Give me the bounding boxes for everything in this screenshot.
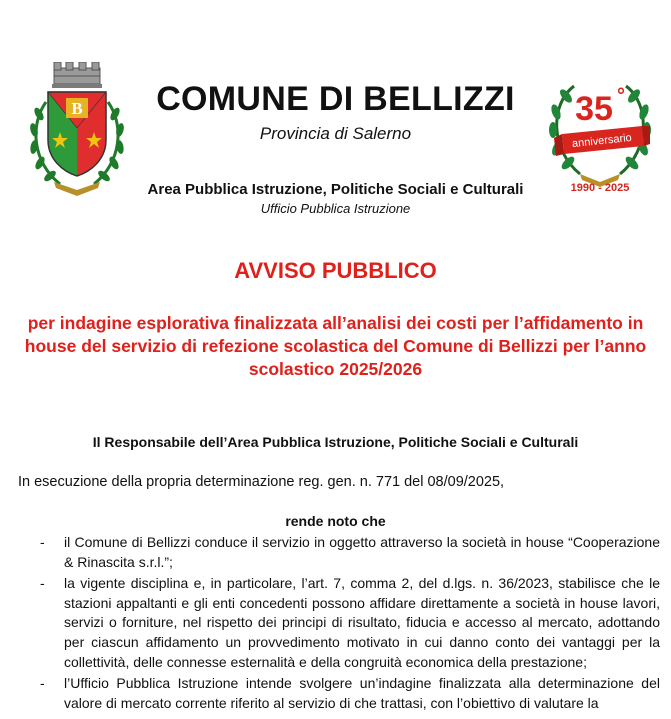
- anniversary-years: 1990 - 2025: [570, 182, 630, 194]
- list-item: [40, 574, 660, 672]
- department-name: Area Pubblica Istruzione, Politiche Sociali e Culturali: [147, 181, 524, 198]
- list-item-text: il Comune di Bellizzi conduce il servizio in oggetto attraverso la società in house “Cooperazione & Rinascita s.r.l.”;: [64, 534, 660, 570]
- list-item-text: l’Ufficio Pubblica Istruzione intende svolgere un’indagine finalizzata alla determinazione del valore di mercato corrente riferito al servizio di che trattasi, con l’obiettivo di valutare la: [64, 675, 660, 711]
- premises-list: [40, 533, 660, 715]
- anniversary-degree: °: [617, 85, 625, 107]
- office-name: Ufficio Pubblica Istruzione: [260, 201, 411, 216]
- makes-known-heading: rende noto che: [285, 513, 386, 529]
- crest-letter: B: [71, 99, 83, 118]
- list-item: [40, 674, 660, 713]
- anniversary-laurel-icon: [544, 70, 656, 198]
- notice-title: AVVISO PUBBLICO: [234, 258, 437, 283]
- notice-subject: per indagine esplorativa finalizzata all’analisi dei costi per l’affidamento in house del servizio di refezione scolastica del Comune di Bellizzi per l’anno scolastico 2025/2026: [24, 313, 647, 379]
- city-title: COMUNE DI BELLIZZI: [156, 80, 515, 118]
- list-dash: -: [40, 675, 45, 692]
- responsible-heading: Il Responsabile dell’Area Pubblica Istruzione, Politiche Sociali e Culturali: [92, 434, 579, 450]
- anniversary-number: 35: [575, 90, 613, 128]
- list-dash: -: [40, 534, 45, 550]
- anniversary-label: anniversario: [571, 131, 633, 151]
- execution-paragraph: In esecuzione della propria determinazione reg. gen. n. 771 del 08/09/2025,: [18, 474, 505, 490]
- list-item: [40, 533, 660, 572]
- anniversary-badge: [544, 70, 656, 198]
- list-item-text: la vigente disciplina e, in particolare, l’art. 7, comma 2, del d.lgs. n. 36/2023, stabilisce che le stazioni appaltanti e gli enti concedenti possono affidare direttamente a società in house lavori, servizi o forniture, nel rispetto dei principi di risultato, fiducia e accesso al mercato, adottando per ciascun affidamento un provvedimento motivato in cui danno conto dei vantaggi per la collettività, delle connesse esternalità e della congruità economica della prestazione;: [64, 575, 660, 670]
- list-dash: -: [40, 575, 45, 592]
- province-subtitle: Provincia di Salerno: [259, 124, 412, 143]
